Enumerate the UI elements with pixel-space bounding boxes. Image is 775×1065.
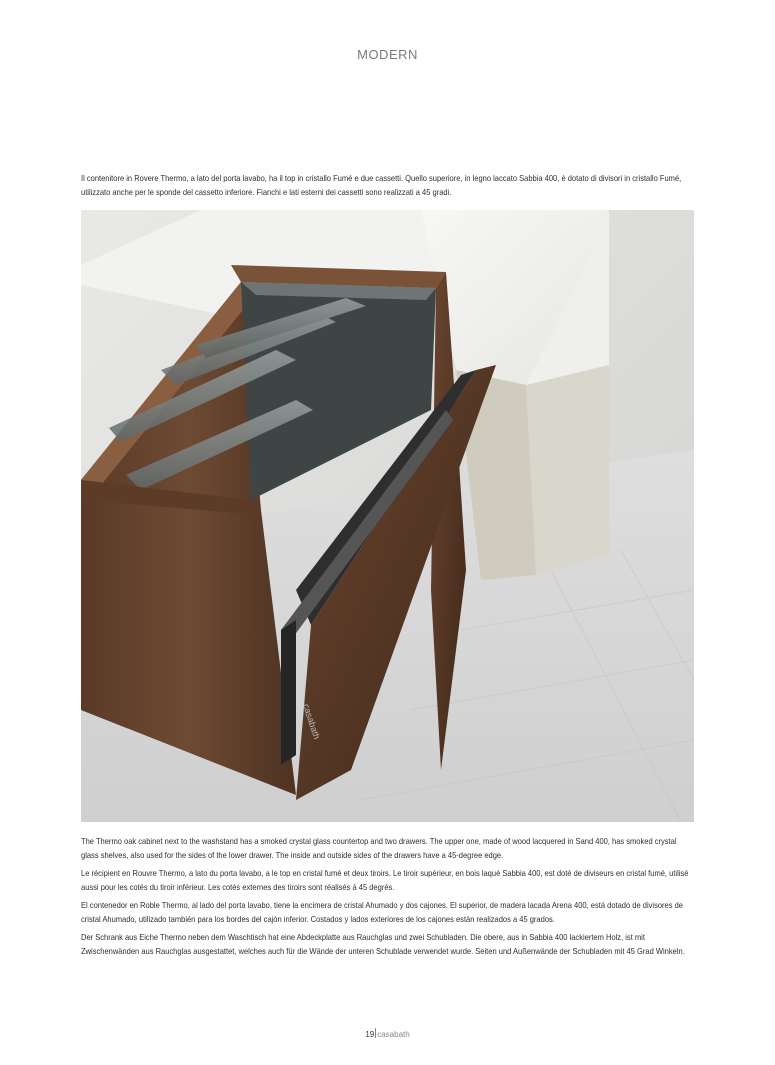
caption-spanish: El contenedor en Roble Thermo, al lado del porta lavabo, tiene la encimera de cristal Ahumado y dos cajones. El superior, de madera lacada Arena 400, está dotado de divisores de cristal Ahumado, utilizado también para los bordes del cajón inferior. Costados y lados exteriores de los cajones están realizados a 45 grados. [81, 900, 683, 924]
section-title: MODERN [357, 47, 418, 62]
casabath-brand-mark: casabath [301, 702, 322, 741]
caption-german: Der Schrank aus Eiche Thermo neben dem Waschtisch hat eine Abdeckplatte aus Rauchglas und zwei Schubladen. Die obere, aus in Sabbia 400 lackiertem Holz, ist mit Zwischenwänden aus Rauchglas ausgestattet, welches auch für die Wände der unteren Schublade verwendet wurde. Seiten und Außenwände der Schubladen mit 45 Grad Winkeln. [81, 932, 685, 956]
page-footer [0, 1028, 775, 1039]
product-photo [81, 210, 694, 822]
intro-italian: Il contenitore in Rovere Thermo, a lato del porta lavabo, ha il top in cristallo Fumé e due cassetti. Quello superiore, in legno laccato Sabbia 400, è dotato di divisori in cristallo Fumé, utilizzato anche per le sponde del cassetto inferiore. Fianchi e lati esterni dei cassetti sono realizzati a 45 gradi. [81, 173, 682, 197]
page-number: 19 [365, 1030, 375, 1039]
caption-french: Le récipient en Rouvre Thermo, a lato du porta lavabo, a le top en cristal fumé et deux tiroirs. Le tiroir supérieur, en bois laqué Sabbia 400, est doté de diviseurs en cristal fumé, utilisé aussi pour les cotés du tiroir inférieur. Les cotés externes des tiroirs sont réalisés à 45 degrés. [81, 868, 689, 892]
footer-brand: casabath [377, 1030, 410, 1039]
caption-english: The Thermo oak cabinet next to the washstand has a smoked crystal glass countertop and two drawers. The upper one, made of wood lacquered in Sand 400, has smoked crystal glass shelves, also used for the sides of the lower drawer. The inside and outside sides of the drawers have a 45-degree edge. [81, 836, 677, 860]
